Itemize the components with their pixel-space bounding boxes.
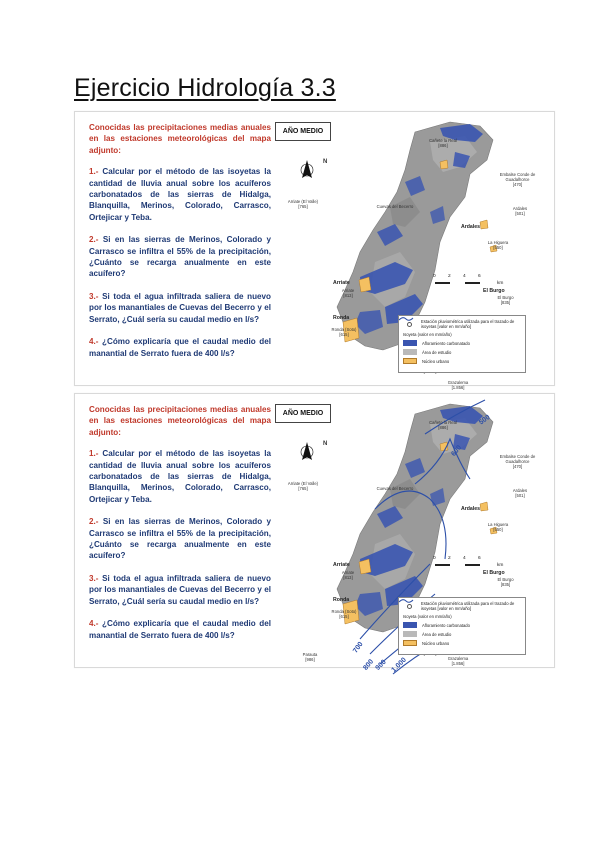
legend-isohyet: Isoyeta (valor en mm/año) bbox=[403, 332, 521, 337]
year-badge: AÑO MEDIO bbox=[275, 404, 331, 423]
station-ronda: Ronda (Soto) [615] bbox=[331, 609, 357, 619]
question-number: 2.- bbox=[89, 235, 99, 245]
question-1 bbox=[89, 166, 271, 223]
town-ardales: Ardales bbox=[461, 506, 481, 512]
station-grazalema: Grazalema [1.856] bbox=[447, 380, 469, 390]
legend-carbonate: Afloramiento carbonatado bbox=[403, 340, 521, 346]
station-grazalema: Grazalema [1.856] bbox=[447, 656, 469, 666]
legend-urban: Núcleo urbano bbox=[403, 640, 521, 646]
isohyet-label-700: 700 bbox=[352, 640, 365, 655]
scale-unit: km bbox=[497, 563, 504, 568]
town-arriate: Arriate bbox=[333, 562, 350, 568]
isohyet-label-800: 800 bbox=[362, 658, 376, 672]
isohyet-label-600: 600 bbox=[450, 444, 464, 458]
question-4 bbox=[89, 336, 271, 359]
station-higuera: La Higuera [550] bbox=[487, 522, 509, 532]
legend-carbonate: Afloramiento carbonatado bbox=[403, 622, 521, 628]
station-ardales: Ardales [501] bbox=[512, 488, 528, 498]
town-elburgo: El Burgo bbox=[483, 288, 505, 294]
station-canete: Cañete la Real [886] bbox=[429, 138, 457, 148]
scale-4: 4 bbox=[463, 556, 466, 561]
question-text: Calcular por el método de las isoyetas la cantidad de lluvia anual sobre los acuíferos carbonatados de las sierras de Hidalga, Blanquilla, Merinos, Colorado, Carrasco, Ortejicar y Teba. bbox=[89, 167, 271, 222]
station-symbol bbox=[407, 322, 412, 327]
station-embalse: Embalse Conde de Guadalhorce [470] bbox=[499, 172, 536, 187]
scale-6: 6 bbox=[478, 274, 481, 279]
question-2 bbox=[89, 516, 271, 562]
question-text: Calcular por el método de las isoyetas la cantidad de lluvia anual sobre los acuíferos carbonatados de las sierras de Hidalga, Blanquilla, Merinos, Colorado, Carrasco, Ortejicar y Teba. bbox=[89, 449, 271, 504]
isohyet-label-500: 500 bbox=[477, 413, 492, 427]
exercise-text bbox=[89, 122, 271, 370]
question-number: 4.- bbox=[89, 619, 99, 629]
question-number: 2.- bbox=[89, 517, 99, 527]
north-label: N bbox=[323, 159, 328, 165]
question-text: ¿Cómo explicaría que el caudal medio del manantial de Serrato fuera de 400 l/s? bbox=[89, 337, 271, 358]
question-1 bbox=[89, 448, 271, 505]
exercise-slide-1 bbox=[74, 111, 555, 390]
urban-symbol bbox=[403, 640, 417, 646]
station-arriate-valle: Arriate (El Valle) [765] bbox=[287, 481, 319, 491]
station-elburgo: El Burgo [835] bbox=[497, 577, 514, 587]
intro-text: Conocidas las precipitaciones medias anuales en las estaciones meteorológicas del mapa adjunto: bbox=[89, 123, 271, 155]
carbonate-symbol bbox=[403, 622, 417, 628]
town-elburgo: El Burgo bbox=[483, 570, 505, 576]
legend-study-area: Área de estudio bbox=[403, 349, 521, 355]
urban-symbol bbox=[403, 358, 417, 364]
station-ronda: Ronda (Soto) [615] bbox=[331, 327, 357, 337]
station-ardales: Ardales [501] bbox=[512, 206, 528, 216]
year-badge: AÑO MEDIO bbox=[275, 122, 331, 141]
carbonate-symbol bbox=[403, 340, 417, 346]
station-cuevas: Cuevas del Becerro bbox=[376, 486, 414, 491]
question-text: Si toda el agua infiltrada saliera de nuevo por los manantiales de Cuevas del Becerro y el Serrato, ¿Cuál sería su caudal medio en l/s? bbox=[89, 291, 271, 324]
legend-station: Estación pluviométrica utilizada para el trazado de isoyetas [valor en mm/año] bbox=[403, 601, 521, 611]
station-higuera: La Higuera [550] bbox=[487, 240, 509, 250]
question-number: 3.- bbox=[89, 573, 99, 583]
intro-text: Conocidas las precipitaciones medias anuales en las estaciones meteorológicas del mapa adjunto: bbox=[89, 405, 271, 437]
station-elburgo: El Burgo [835] bbox=[497, 295, 514, 305]
map-legend bbox=[398, 315, 526, 373]
question-number: 1.- bbox=[89, 449, 99, 459]
town-ronda: Ronda bbox=[333, 597, 350, 603]
scale-4: 4 bbox=[463, 274, 466, 279]
station-arriate-valle: Arriate (El Valle) [765] bbox=[287, 199, 319, 209]
town-arriate: Arriate bbox=[333, 280, 350, 286]
exercise-slide-2 bbox=[74, 393, 555, 674]
legend-study-area: Área de estudio bbox=[403, 631, 521, 637]
isohyet-label-1000: 1.000 bbox=[390, 656, 408, 674]
page-title: Ejercicio Hidrología 3.3 bbox=[74, 74, 336, 102]
question-number: 1.- bbox=[89, 167, 99, 177]
study-area-map bbox=[265, 112, 556, 390]
question-text: ¿Cómo explicaría que el caudal medio del manantial de Serrato fuera de 400 l/s? bbox=[89, 619, 271, 640]
scale-unit: km bbox=[497, 281, 504, 286]
question-3 bbox=[89, 291, 271, 325]
station-arriate: Arriate [813] bbox=[341, 570, 355, 580]
question-text: Si en las sierras de Merinos, Colorado y Carrasco se infiltra el 55% de la precipitación, ¿Cuánto se recarga anualmente en este acuífero? bbox=[89, 517, 272, 561]
town-ronda: Ronda bbox=[333, 315, 350, 321]
exercise-text bbox=[89, 404, 271, 652]
question-text: Si en las sierras de Merinos, Colorado y Carrasco se infiltra el 55% de la precipitación, ¿Cuánto se recarga anualmente en este acuífero? bbox=[89, 235, 272, 279]
question-number: 4.- bbox=[89, 337, 99, 347]
study-area-symbol bbox=[403, 631, 417, 637]
scale-0: 0 bbox=[433, 274, 436, 279]
scale-2: 2 bbox=[448, 274, 451, 279]
station-parauta: Parauta [986] bbox=[302, 652, 318, 662]
station-symbol bbox=[407, 604, 412, 609]
question-text: Si toda el agua infiltrada saliera de nuevo por los manantiales de Cuevas del Becerro y el Serrato, ¿Cuál sería su caudal medio en l/s? bbox=[89, 573, 271, 606]
legend-isohyet: Isoyeta (valor en mm/año) bbox=[403, 614, 521, 619]
question-2 bbox=[89, 234, 271, 280]
question-4 bbox=[89, 618, 271, 641]
legend-station: Estación pluviométrica utilizada para el trazado de isoyetas [valor en mm/año] bbox=[403, 319, 521, 329]
station-canete: Cañete la Real [886] bbox=[429, 420, 457, 430]
question-number: 3.- bbox=[89, 291, 99, 301]
study-area-symbol bbox=[403, 349, 417, 355]
station-cuevas: Cuevas del Becerro bbox=[376, 204, 414, 209]
station-arriate: Arriate [813] bbox=[341, 288, 355, 298]
isohyet-label-900: 900 bbox=[374, 658, 388, 672]
scale-2: 2 bbox=[448, 556, 451, 561]
isohyet-symbol bbox=[399, 598, 413, 604]
station-embalse: Embalse Conde de Guadalhorce [470] bbox=[499, 454, 536, 469]
map-legend bbox=[398, 597, 526, 655]
scale-6: 6 bbox=[478, 556, 481, 561]
town-ardales: Ardales bbox=[461, 224, 481, 230]
isohyet-symbol bbox=[399, 316, 413, 322]
north-label: N bbox=[323, 441, 328, 447]
study-area-map-isohyets bbox=[265, 394, 556, 674]
scale-0: 0 bbox=[433, 556, 436, 561]
legend-urban: Núcleo urbano bbox=[403, 358, 521, 364]
question-3 bbox=[89, 573, 271, 607]
